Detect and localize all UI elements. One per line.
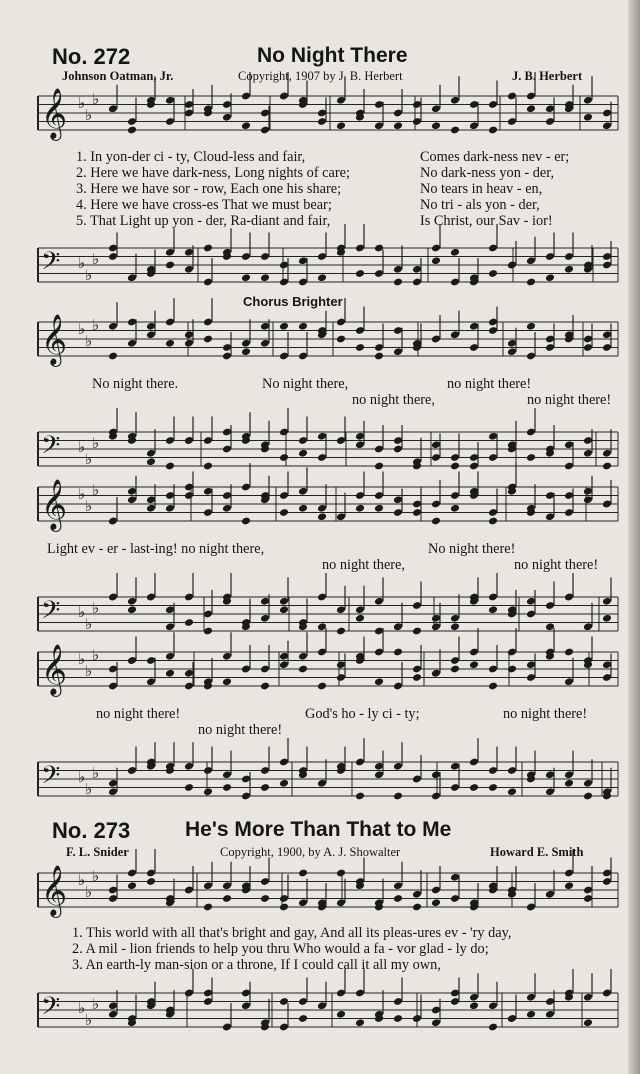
notehead — [469, 783, 479, 792]
verse-5-end: Is Christ, our Sav - ior! — [420, 213, 553, 229]
chorus-lyric: God's ho - ly ci - ty; — [305, 706, 420, 722]
notehead — [374, 462, 384, 471]
hymn-272-composer: J. B. Herbert — [512, 69, 583, 83]
flat-icon: ♭ — [78, 871, 86, 889]
notehead — [583, 113, 593, 122]
notehead — [583, 792, 593, 801]
notehead — [393, 792, 403, 801]
flat-icon: ♭ — [92, 599, 100, 617]
notehead — [431, 121, 441, 130]
notehead — [450, 665, 460, 674]
notehead — [355, 504, 365, 513]
notehead — [165, 261, 175, 270]
hymn-272-number: No. 272 — [52, 44, 131, 69]
notehead — [355, 343, 365, 352]
notehead — [450, 462, 460, 471]
hymn-272-copyright: Copyright, 1907 by J. B. Herbert — [238, 69, 403, 83]
notehead — [469, 660, 479, 669]
notehead — [583, 1018, 593, 1027]
notehead — [355, 269, 365, 278]
notehead — [393, 121, 403, 130]
flat-icon: ♭ — [85, 106, 93, 124]
verse-4-end: No tri - als yon - der, — [420, 197, 540, 213]
flat-icon: ♭ — [85, 883, 93, 901]
chorus-lyric: no night there! — [514, 557, 599, 573]
notehead — [298, 504, 308, 513]
notehead — [545, 273, 555, 282]
chorus-lyric: no night there! — [96, 706, 181, 722]
verse-1-end: Comes dark-ness nev - er; — [420, 149, 570, 165]
flat-icon: ♭ — [85, 615, 93, 633]
notehead — [241, 121, 251, 130]
chorus-lyric: No night there. — [92, 376, 179, 392]
hymn-273-composer: Howard E. Smith — [490, 845, 584, 859]
notehead — [317, 512, 327, 521]
hymn-273-number: No. 273 — [52, 818, 131, 843]
notehead — [355, 792, 365, 801]
flat-icon: ♭ — [85, 497, 93, 515]
notehead — [279, 453, 289, 462]
treble-clef-icon: 𝄞 — [41, 479, 68, 530]
notehead — [298, 322, 308, 331]
notehead — [602, 614, 612, 623]
notehead — [431, 898, 441, 907]
notehead — [488, 682, 498, 691]
verse-3: 3. An earth-ly man-sion or a throne, If I could call it all my own, — [72, 957, 441, 973]
notehead — [526, 322, 536, 331]
notehead — [450, 504, 460, 513]
verse-3-end: No tears in heav - en, — [420, 181, 543, 197]
notehead — [526, 453, 536, 462]
flat-icon: ♭ — [78, 999, 86, 1017]
notehead — [203, 903, 213, 912]
notehead — [260, 894, 270, 903]
chorus-lyric: no night there! — [527, 392, 612, 408]
treble-clef-icon: 𝄞 — [41, 865, 68, 916]
notehead — [450, 126, 460, 135]
notehead — [393, 278, 403, 287]
notehead — [279, 779, 289, 788]
notehead — [336, 869, 346, 878]
notehead — [165, 339, 175, 348]
notehead — [222, 677, 232, 686]
notehead — [260, 783, 270, 792]
flat-icon: ♭ — [85, 450, 93, 468]
hymn-272-title: No Night There — [257, 44, 408, 67]
notehead — [431, 256, 441, 265]
flat-icon: ♭ — [78, 94, 86, 112]
notehead — [127, 881, 137, 890]
chorus-label: Chorus Brighter — [243, 294, 343, 309]
hymn-273-title: He's More Than That to Me — [185, 818, 452, 841]
flat-icon: ♭ — [85, 1011, 93, 1029]
notehead — [241, 517, 251, 526]
chorus-lyric: No night there! — [428, 541, 516, 557]
flat-icon: ♭ — [92, 481, 100, 499]
notehead — [412, 673, 422, 682]
flat-icon: ♭ — [92, 250, 100, 268]
notehead — [298, 869, 308, 878]
notehead — [317, 273, 327, 282]
notehead — [279, 508, 289, 517]
flat-icon: ♭ — [85, 780, 93, 798]
bass-clef-icon: 𝄢 — [41, 761, 61, 796]
chorus-lyric: no night there! — [447, 376, 532, 392]
verse-2: 2. A mil - lion friends to help you thru Who would a fa - vor glad - ly do; — [72, 941, 489, 957]
verse-3-start: 3. Here we have sor - row, Each one his share; — [76, 181, 342, 197]
notehead — [222, 783, 232, 792]
flat-icon: ♭ — [92, 646, 100, 664]
notehead — [203, 335, 213, 344]
chorus-lyric: no night there! — [198, 722, 283, 738]
notehead — [507, 665, 517, 674]
notehead — [488, 126, 498, 135]
notehead — [317, 682, 327, 691]
notehead — [564, 779, 574, 788]
notehead — [374, 677, 384, 686]
notehead — [298, 665, 308, 674]
notehead — [488, 1023, 498, 1032]
notehead — [564, 881, 574, 890]
notehead — [488, 269, 498, 278]
notehead — [374, 504, 384, 513]
chorus-lyric: No night there, — [262, 376, 349, 392]
bass-clef-icon: 𝄢 — [41, 247, 61, 282]
notehead — [298, 449, 308, 458]
flat-icon: ♭ — [85, 662, 93, 680]
verse-2-end: No dark-ness yon - der, — [420, 165, 555, 181]
flat-icon: ♭ — [78, 603, 86, 621]
notehead — [412, 627, 422, 636]
verse-1-start: 1. In yon-der ci - ty, Cloud-less and fair, — [76, 149, 306, 165]
notehead — [241, 347, 251, 356]
verse-1: 1. This world with all that's bright and gay, And all its pleas-ures ev - 'ry day, — [72, 925, 512, 941]
notehead — [526, 278, 536, 287]
flat-icon: ♭ — [78, 320, 86, 338]
flat-icon: ♭ — [78, 438, 86, 456]
notehead — [564, 648, 574, 657]
bass-clef-icon: 𝄢 — [41, 596, 61, 631]
notehead — [298, 1014, 308, 1023]
notehead — [336, 627, 346, 636]
notehead — [146, 457, 156, 466]
notehead — [165, 669, 175, 678]
flat-icon: ♭ — [92, 764, 100, 782]
notehead — [393, 1014, 403, 1023]
notehead — [203, 787, 213, 796]
notehead — [526, 1010, 536, 1019]
flat-icon: ♭ — [92, 434, 100, 452]
notehead — [260, 682, 270, 691]
chorus-lyric: Light ev - er - last-ing! no night there, — [47, 541, 265, 557]
treble-clef-icon: 𝄞 — [41, 88, 68, 139]
notehead — [450, 248, 460, 257]
notehead — [127, 126, 137, 135]
notehead — [431, 517, 441, 526]
notehead — [260, 273, 270, 282]
treble-clef-icon: 𝄞 — [41, 314, 68, 365]
verse-4-start: 4. Here we have cross-es That we must bear; — [76, 197, 332, 213]
flat-icon: ♭ — [78, 485, 86, 503]
hymn-273-copyright: Copyright, 1900, by A. J. Showalter — [220, 845, 401, 859]
notehead — [279, 605, 289, 614]
bass-clef-icon: 𝄢 — [41, 431, 61, 466]
notehead — [564, 265, 574, 274]
flat-icon: ♭ — [92, 867, 100, 885]
notehead — [184, 783, 194, 792]
notehead — [279, 903, 289, 912]
notehead — [165, 462, 175, 471]
notehead — [203, 462, 213, 471]
flat-icon: ♭ — [85, 266, 93, 284]
notehead — [222, 894, 232, 903]
notehead — [412, 903, 422, 912]
flat-icon: ♭ — [78, 650, 86, 668]
notehead — [469, 1001, 479, 1010]
notehead — [602, 462, 612, 471]
notehead — [488, 605, 498, 614]
notehead — [279, 322, 289, 331]
notehead — [393, 648, 403, 657]
treble-clef-icon: 𝄞 — [41, 644, 68, 695]
notehead — [336, 121, 346, 130]
chorus-lyric: no night there, — [352, 392, 435, 408]
notehead — [374, 352, 384, 361]
notehead — [127, 605, 137, 614]
notehead — [203, 244, 213, 253]
chorus-lyric: no night there! — [503, 706, 588, 722]
flat-icon: ♭ — [85, 332, 93, 350]
notehead — [108, 352, 118, 361]
notehead — [393, 894, 403, 903]
flat-icon: ♭ — [92, 995, 100, 1013]
flat-icon: ♭ — [78, 254, 86, 272]
flat-icon: ♭ — [78, 768, 86, 786]
notehead — [336, 1010, 346, 1019]
notehead — [241, 273, 251, 282]
notehead — [146, 877, 156, 886]
notehead — [355, 1018, 365, 1027]
notehead — [488, 783, 498, 792]
bass-clef-icon: 𝄢 — [41, 992, 61, 1027]
flat-icon: ♭ — [92, 316, 100, 334]
chorus-lyric: no night there, — [322, 557, 405, 573]
notehead — [450, 622, 460, 631]
notehead — [526, 104, 536, 113]
verse-5-start: 5. That Light up yon - der, Ra-diant and fair, — [76, 213, 331, 229]
verse-2-start: 2. Here we have dark-ness, Long nights of care; — [76, 165, 350, 181]
notehead — [488, 517, 498, 526]
flat-icon: ♭ — [92, 90, 100, 108]
notehead — [507, 787, 517, 796]
notehead — [184, 618, 194, 627]
hymn-273-author: F. L. Snider — [66, 845, 129, 859]
notehead — [336, 335, 346, 344]
hymn-272-author: Johnson Oatman, Jr. — [62, 69, 174, 83]
notehead — [355, 614, 365, 623]
